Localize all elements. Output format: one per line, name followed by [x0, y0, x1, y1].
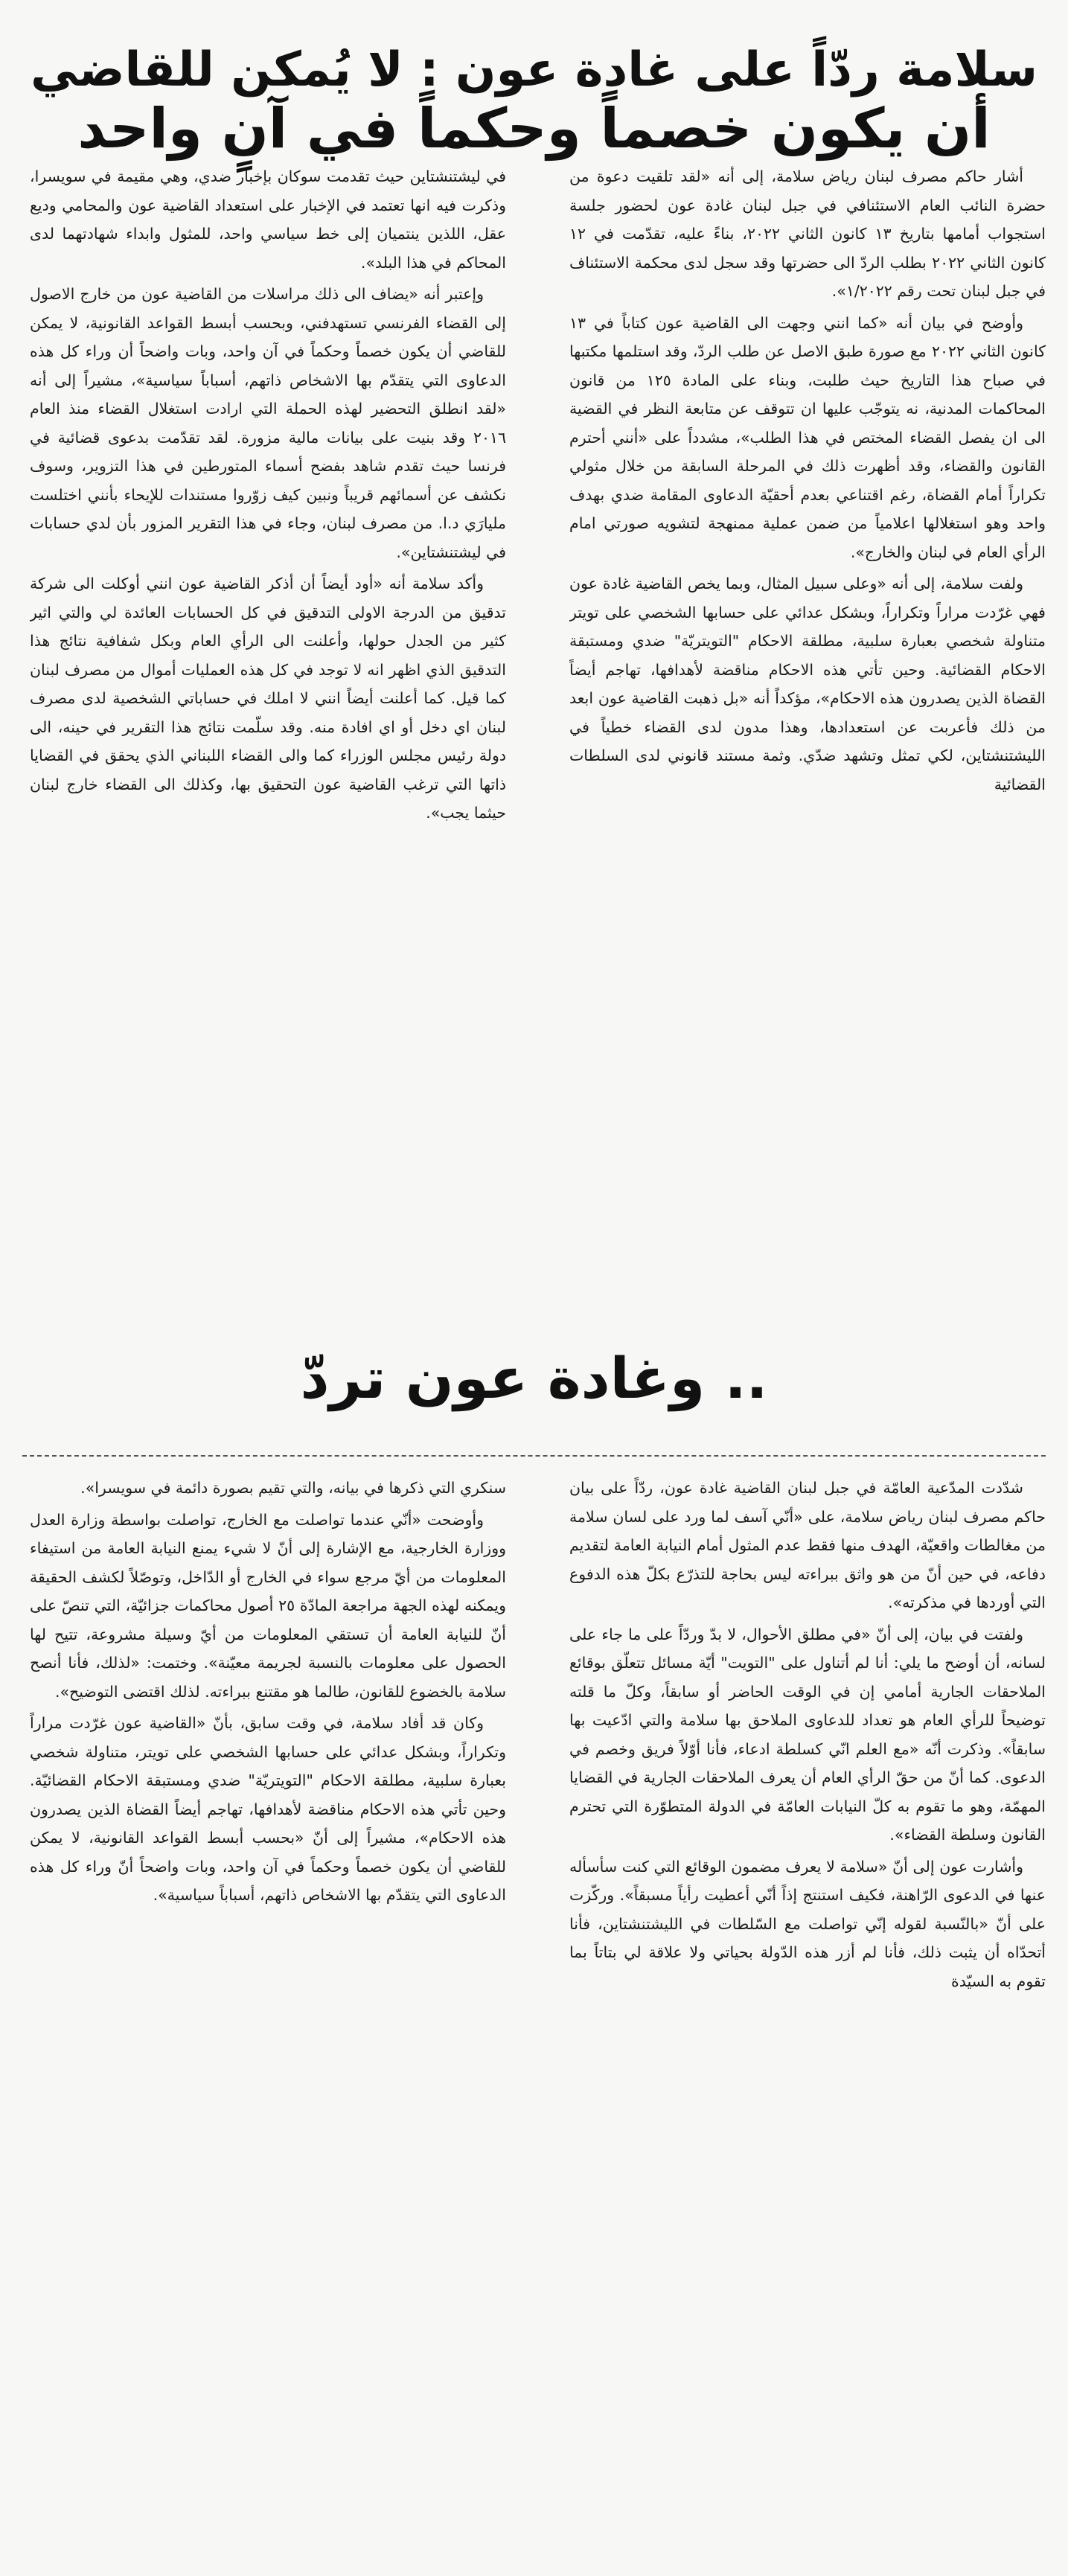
paragraph: سنكري التي ذكرها في بيانه، والتي تقيم بصورة دائمة في سويسرا». [80, 1479, 506, 1497]
article-1-right-column [569, 162, 1046, 1294]
article-2-right-column [569, 1474, 1046, 2564]
paragraph: ولفت سلامة، إلى أنه «وعلى سبيل المثال، وبما يخص القاضية غادة عون فهي غرّدت مراراً وتكراراً، وبشكل عدائي على حسابها الشخصي على تويتر متناولة شخصي بعبارة سلبية، مطلقة الاحكام "التويتريّة" ضدي ومستبقة الاحكام القضائية. وحين تأتي هذه الاحكام مناقضة لأهدافها، تهاجم أيضاً القضاة الذين يصدرون هذه الاحكام»، مؤكداً أنه «بل ذهبت القاضية عون ابعد من ذلك فأعربت عن استعدادها، وهذا مدون لدى القضاء خطياً في الليشتنشتاين، لكي تمثل وتشهد ضدّي. وثمة مستند قانوني لدى السلطات القضائية [569, 575, 1046, 793]
paragraph: شدّدت المدّعية العامّة في جبل لبنان القاضية غادة عون، ردّاً على بيان حاكم مصرف لبنان رياض سلامة، على «أنّي آسف لما ورد على لسان سلامة من مغالطات واقعيّة، الهدف منها فقط عدم المثول أمام النيابة العامة لتقديم دفاعه، في حين أنّ من هو واثق ببراءته ليس بحاجة للتذرّع بكلّ هذه الدفوع التي أوردها في مذكرته». [569, 1479, 1046, 1611]
paragraph: وأوضح في بيان أنه «كما انني وجهت الى القاضية عون كتاباً في ١٣ كانون الثاني ٢٠٢٢ مع صورة طبق الاصل عن طلب الردّ، وقد استلمها مكتبها في صباح هذا التاريخ حيث طلبت، وبناء على المادة ١٢٥ من قانون المحاكمات المدنية، نه يتوجّب عليها ان تتوقف عن متابعة النظر في القضية الى ان يفصل القضاء المختص في هذا الطلب»، مشدداً على «أنني أحترم القانون والقضاء، وقد أظهرت ذلك في المرحلة السابقة من خلال مثولي تكراراً أمام القضاة، رغم اقتناعي بعدم أحقيّة الدعاوى المقامة ضدي بهدف واحد وهو استغلالها اعلامياً من ضمن عملية ممنهجة لتشويه صورتي امام الرأي العام في لبنان والخارج». [569, 313, 1046, 561]
paragraph: وكان قد أفاد سلامة، في وقت سابق، بأنّ «القاضية عون غرّدت مراراً وتكراراً، وبشكل عدائي على حسابها الشخصي على تويتر، متناولة شخصي بعبارة سلبية، مطلقة الاحكام "التويتريّة" ضدي ومستبقة الاحكام القضائيّة. وحين تأتي هذه الاحكام مناقضة لأهدافها، تهاجم أيضاً القضاة الذين يصدرون هذه الاحكام»، مشيراً إلى أنّ «بحسب أبسط القواعد القانونية، لا يمكن للقاضي أن يكون خصماً وحكماً في آن واحد، وبات واضحاً أنّ وراء كل هذه الدعاوى التي يتقدّم بها الاشخاص ذاتهم، أسباباً سياسية». [30, 1714, 506, 1904]
paragraph: وأكد سلامة أنه «أود أيضاً أن أذكر القاضية عون انني أوكلت الى شركة تدقيق من الدرجة الاولى التدقيق في كل الحسابات العائدة لي والتي اثير كثير من الجدل حولها، وأعلنت الى الرأي العام وبكل شفافية نتائج هذا التدقيق الذي اظهر انه لا توجد في كل هذه العمليات أموال من مصرف لبنان كما قيل. كما أعلنت أيضاً انني لا املك في حساباتي الشخصية لدى مصرف لبنان اي دخل أو اي افادة منه. وقد سلّمت نتائج هذا التقرير في حينه، الى دولة رئيس مجلس الوزراء كما والى القضاء اللبناني الذي يحقق في القضايا ذاتها التي ترغب القاضية عون التحقيق بها، وكذلك الى القضاء خارج لبنان حيثما يجب». [30, 575, 506, 822]
article-2-left-column [30, 1474, 506, 2564]
article-2-headline [22, 1346, 1046, 1410]
article-1-left-column [30, 162, 506, 1294]
paragraph: وأشارت عون إلى أنّ «سلامة لا يعرف مضمون الوقائع التي كنت سأسأله عنها في الدعوى الرّاهنة، فكيف استنتج إذاً أنّي أعطيت رأياً مسبقاً». وركّزت على أنّ «بالنّسبة لقوله إنّي تواصلت مع السّلطات في الليشتنشتاين، فأنا أتحدّاه أن يثبت ذلك، فأنا لم أزر هذه الدّولة بحياتي ولا علاقة لي بتاتاً بما تقوم به السيّدة [569, 1857, 1046, 1990]
headline-line-1: سلامة ردّاً على غادة عون : لا يُمكن للقاضي [30, 42, 1038, 98]
paragraph: وأوضحت «أنّي عندما تواصلت مع الخارج، تواصلت بواسطة وزارة العدل ووزارة الخارجية، مع الإشارة إلى أنّ لا شيء يمنع النيابة العامة من استيفاء المعلومات من أيّ مرجع سواء في الخارج أو الدّاخل، وتوصّلاً لكشف الحقيقة ويمكنه لهذه الجهة مراجعة المادّة ٢٥ أصول محاكمات جزائيّة، التي تنصّ على أنّ للنيابة العامة أن تستقي المعلومات من أيّ وسيلة مشروعة، تتيح لها الحصول على معلومات بالنسبة لجريمة معيّنة». وختمت: «لذلك، فأنا أنصح سلامة بالخضوع للقانون، طالما هو مقتنع ببراءته. لذلك اقتضى التوضيح». [30, 1510, 506, 1701]
paragraph: وإعتبر أنه «يضاف الى ذلك مراسلات من القاضية عون من خارج الاصول إلى القضاء الفرنسي تستهدفني، وبحسب أبسط القواعد القانونية، لا يمكن للقاضي أن يكون خصماً وحكماً في آن واحد، وبات واضحاً أن وراء كل هذه الدعاوى التي يتقدّم بها الاشخاص ذاتهم، أسباباً سياسية»، مشيراً إلى أنه «لقد انطلق التحضير لهذه الحملة التي ارادت استغلال القضاء منذ العام ٢٠١٦ وقد بنيت على بيانات مالية مزورة. لقد تقدّمت بدعوى قضائية في فرنسا حيث تقدم شاهد بفضح أسماء المتورطين في هذا التزوير، وسوف نكشف عن أسمائهم قريباً ونبين كيف زوّروا مستندات للإيحاء بأنني اختلست مليارَي د.ا. من مصرف لبنان، وجاء في هذا التقرير المزور بأن لدي حسابات في ليشتنشتاين». [30, 285, 506, 561]
headline-line: .. وغادة عون تردّ [300, 1345, 768, 1412]
headline-line-2: أن يكون خصماً وحكماً في آنٍ واحد [77, 97, 991, 162]
article-divider [22, 1455, 1046, 1457]
paragraph: ولفتت في بيان، إلى أنّ «في مطلق الأحوال، لا بدّ وردّاً على ما جاء على لسانه، أن أوضح ما يلي: أنا لم أتناول على "التويت" أيّة مسائل تتعلّق بوقائع الملاحقات الجارية أمامي إن في الوقت الحاضر أو سابقاً، وكلّ ما قلته توضيحاً للرأي العام هو تعداد للدعاوى الملاحق بها سلامة والتي ادّعيت بها سابقاً». وذكرت أنّه «مع العلم انّي كسلطة ادعاء، فأنا أوّلاً فريق وخصم في الدعوى. كما أنّ من حقّ الرأي العام أن يعرف الملاحقات الجارية في القضايا المهمّة، وهو ما تقوم به كلّ النيابات العامّة في الدولة المتطوّرة التي تحترم القانون وسلطة القضاء». [569, 1625, 1046, 1844]
article-1-headline [22, 43, 1046, 162]
paragraph: في ليشتنشتاين حيث تقدمت سوكان بإخبار ضدي، وهي مقيمة في سويسرا، وذكرت فيه انها تعتمد في الإخبار على استعداد القاضية عون والمحامي وديع عقل، اللذين ينتميان إلى خط سياسي واحد، للمثول وابداء شهادتهما لدى المحاكم في هذا البلد». [30, 167, 506, 272]
paragraph: أشار حاكم مصرف لبنان رياض سلامة، إلى أنه «لقد تلقيت دعوة من حضرة النائب العام الاستئنافي في جبل لبنان غادة عون لحضور جلسة استجواب أمامها بتاريخ ١٣ كانون الثاني ٢٠٢٢، بناءً عليه، تقدّمت في ١٢ كانون الثاني ٢٠٢٢ بطلب الردّ الى حضرتها وقد سجل لدى محكمة الاستئناف في جبل لبنان تحت رقم ١/٢٠٢٢». [569, 167, 1046, 300]
